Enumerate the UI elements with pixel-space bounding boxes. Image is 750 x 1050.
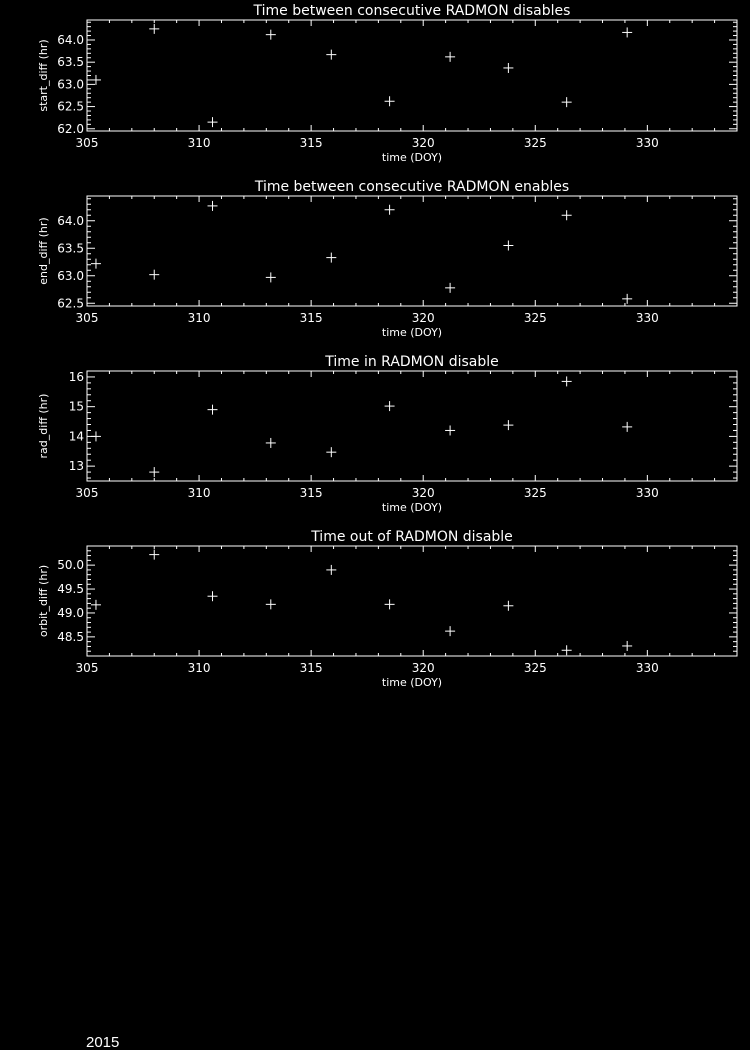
data-point bbox=[562, 97, 572, 107]
chart-title: Time between consecutive RADMON enables bbox=[254, 179, 570, 195]
x-tick-label: 305 bbox=[75, 486, 99, 500]
data-point bbox=[385, 599, 395, 609]
x-tick-label: 305 bbox=[75, 311, 99, 325]
chart-title: Time in RADMON disable bbox=[325, 354, 499, 370]
y-tick-label: 63.5 bbox=[57, 241, 84, 256]
x-tick-label: 330 bbox=[635, 486, 659, 500]
x-tick-label: 310 bbox=[187, 136, 211, 150]
data-point bbox=[91, 75, 101, 85]
x-tick-label: 315 bbox=[299, 661, 323, 675]
data-point bbox=[326, 565, 336, 575]
footer-year: 2015 bbox=[86, 1034, 120, 1050]
data-point bbox=[503, 420, 513, 430]
y-tick-label: 16 bbox=[68, 369, 84, 384]
data-point bbox=[503, 241, 513, 251]
x-tick-label: 315 bbox=[299, 311, 323, 325]
x-tick-label: 325 bbox=[523, 661, 547, 675]
x-tick-label: 310 bbox=[187, 661, 211, 675]
x-axis-label: time (DOY) bbox=[381, 501, 443, 514]
chart-panel-2 bbox=[37, 179, 737, 339]
data-point bbox=[562, 210, 572, 220]
y-tick-label: 14 bbox=[68, 429, 84, 444]
data-point bbox=[445, 425, 455, 435]
data-point bbox=[149, 467, 159, 477]
y-tick-label: 64.0 bbox=[57, 32, 84, 47]
y-tick-label: 62.5 bbox=[57, 296, 84, 311]
y-tick-label: 13 bbox=[68, 459, 84, 474]
x-tick-label: 320 bbox=[411, 136, 435, 150]
data-point bbox=[622, 422, 632, 432]
data-point bbox=[266, 599, 276, 609]
x-tick-label: 315 bbox=[299, 136, 323, 150]
y-axis-label: rad_diff (hr) bbox=[37, 393, 50, 459]
chart-title: Time out of RADMON disable bbox=[311, 529, 513, 545]
data-point bbox=[266, 438, 276, 448]
plot-frame bbox=[87, 546, 737, 656]
data-point bbox=[208, 201, 218, 211]
data-point bbox=[445, 283, 455, 293]
x-tick-label: 305 bbox=[75, 136, 99, 150]
y-tick-label: 63.5 bbox=[57, 55, 84, 70]
y-tick-label: 62.0 bbox=[57, 121, 84, 136]
plot-frame bbox=[87, 20, 737, 131]
data-point bbox=[326, 447, 336, 457]
x-axis-label: time (DOY) bbox=[381, 326, 443, 339]
x-tick-label: 325 bbox=[523, 136, 547, 150]
x-tick-label: 330 bbox=[635, 136, 659, 150]
data-point bbox=[91, 431, 101, 441]
x-tick-label: 310 bbox=[187, 486, 211, 500]
data-point bbox=[562, 645, 572, 655]
data-point bbox=[208, 117, 218, 127]
data-point bbox=[91, 600, 101, 610]
plot-frame bbox=[87, 371, 737, 481]
x-tick-label: 305 bbox=[75, 661, 99, 675]
y-tick-label: 63.0 bbox=[57, 77, 84, 92]
y-tick-label: 49.0 bbox=[57, 605, 84, 620]
data-point bbox=[326, 50, 336, 60]
data-point bbox=[445, 52, 455, 62]
data-point bbox=[622, 27, 632, 37]
data-point bbox=[149, 550, 159, 560]
y-tick-label: 64.0 bbox=[57, 213, 84, 228]
data-point bbox=[149, 270, 159, 280]
data-point bbox=[208, 591, 218, 601]
data-point bbox=[445, 626, 455, 636]
y-axis-label: orbit_diff (hr) bbox=[37, 564, 50, 638]
x-tick-label: 330 bbox=[635, 311, 659, 325]
data-point bbox=[622, 641, 632, 651]
y-tick-label: 63.0 bbox=[57, 268, 84, 283]
x-tick-label: 325 bbox=[523, 311, 547, 325]
data-point bbox=[503, 601, 513, 611]
x-tick-label: 315 bbox=[299, 486, 323, 500]
data-point bbox=[385, 205, 395, 215]
x-tick-label: 330 bbox=[635, 661, 659, 675]
x-axis-label: time (DOY) bbox=[381, 151, 443, 164]
data-point bbox=[326, 253, 336, 263]
data-point bbox=[266, 272, 276, 282]
chart-panel-3 bbox=[37, 354, 737, 514]
data-point bbox=[266, 30, 276, 40]
y-tick-label: 48.5 bbox=[57, 629, 84, 644]
x-tick-label: 320 bbox=[411, 486, 435, 500]
data-point bbox=[622, 294, 632, 304]
y-axis-label: end_diff (hr) bbox=[37, 217, 50, 285]
y-tick-label: 62.5 bbox=[57, 99, 84, 114]
x-tick-label: 320 bbox=[411, 311, 435, 325]
data-point bbox=[149, 24, 159, 34]
chart-panel-4 bbox=[37, 529, 737, 689]
data-point bbox=[208, 405, 218, 415]
data-point bbox=[385, 401, 395, 411]
y-tick-label: 15 bbox=[68, 399, 84, 414]
plot-frame bbox=[87, 196, 737, 306]
chart-title: Time between consecutive RADMON disables bbox=[253, 3, 571, 19]
y-tick-label: 50.0 bbox=[57, 558, 84, 573]
x-tick-label: 310 bbox=[187, 311, 211, 325]
x-axis-label: time (DOY) bbox=[381, 676, 443, 689]
y-tick-label: 49.5 bbox=[57, 582, 84, 597]
x-tick-label: 325 bbox=[523, 486, 547, 500]
data-point bbox=[503, 63, 513, 73]
chart-panel-1 bbox=[37, 3, 737, 164]
data-point bbox=[562, 376, 572, 386]
y-axis-label: start_diff (hr) bbox=[37, 39, 50, 112]
data-point bbox=[385, 96, 395, 106]
x-tick-label: 320 bbox=[411, 661, 435, 675]
data-point bbox=[91, 259, 101, 269]
